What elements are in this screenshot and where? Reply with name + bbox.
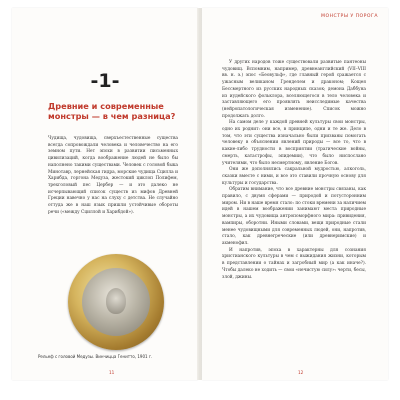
running-header: МОНСТРЫ У ПОРОГА [321, 14, 378, 19]
left-page [12, 8, 198, 380]
right-paragraph: Обратим внимание, что все древние монстры связаны, как правило, с двумя сферами — природой и потусторонним миром. Ни в наше время стало: по стоки времени за наличием идей в нашем воображении занимают места природные монстры, а их чудовища антропоморфного мира: привидения, вампиры, оборотни. Иными словами, вещи природные стали менее чудовищными для современных людей, они, напротив, стало, как древнегреческие (или древнеримские) и ахменофил. [222, 187, 366, 246]
right-paragraph: И напротив, эпоха в характерны для сознания христианского культуры в чем с выжидания жизни, которым в представлении о тайнах и загробный мир (а как иначе?). Чтобы далеко не ходить — свои «нечистую силу»: черти, бесы, злой, джины. [222, 247, 367, 280]
chapter-number: -1- [90, 70, 120, 92]
right-paragraph: У других народов тоже существовали развитые пантеоны чудовищ. Вспомним, например, древнеанглийский (VII–VIII вв. н. э.) эпос «Беовульф», где главный герой сражается с ужасным великаном Гренделем и драконом; Кощея Бессмертного из русских народных сказок; демона Даббуна из иудейского фольклора, вселяющегося в тело человека и заставляющего его проявлять неисследимые качества (нейропатологическая изменение). Список можно продолжать долго. [222, 60, 366, 119]
right-paragraph: На самом деле у каждой древней культуры свои монстры, одно их роднит: они все, в принципе, одни и те же. Дело в том, что эти существа изначально были призваны помогать человеку в объяснении явлений природы — все то, что в какие-либо трудности в восприятии (трагические войны, смерть, катастрофы, эпидемии), что было ниспослано учителями, что было несмертному, явление Богов. [222, 120, 366, 166]
right-page-number: 12 [298, 370, 304, 375]
coin-center [82, 268, 150, 336]
left-page-number: 11 [109, 370, 115, 375]
right-page [202, 8, 388, 380]
right-page-text [222, 60, 366, 281]
medusa-head-relief [106, 288, 126, 314]
image-caption: Рельеф с головой Медузы. Винчицца Генитто, 1901 г. [38, 354, 153, 359]
medusa-coin-image [68, 254, 164, 350]
left-page-paragraph: Чудища, чудовища, сверхъестественные существа всегда сопровождали человека и человечество на его земном пути. Нет эпохи в развитии письменных цивилизаций, когда воображение людей не было бы наполнено такими существами. Человек с головой быка Минотавр, лернейская гидра, морские чудища Сцилла и Харибда, горгона Медуза, жестокий циклоп Полифем, трехголовый пес Цербер — и это далеко не исчерпывающий список существ из мифов Древней Греции навечно у нас на слуху с детства. Не случайно оттуда же в наш язык пришли устойчивые обороты речи («между Сциллой и Харибдой»). [48, 136, 178, 215]
right-paragraph: Они же дополнялись сакральной мудростью, алкоголь, сказки вместе с ними, и все это ставили прочную основу для культуры и государства. [222, 167, 366, 186]
chapter-title: Древние и современные монстры — в чем разница? [48, 101, 176, 121]
